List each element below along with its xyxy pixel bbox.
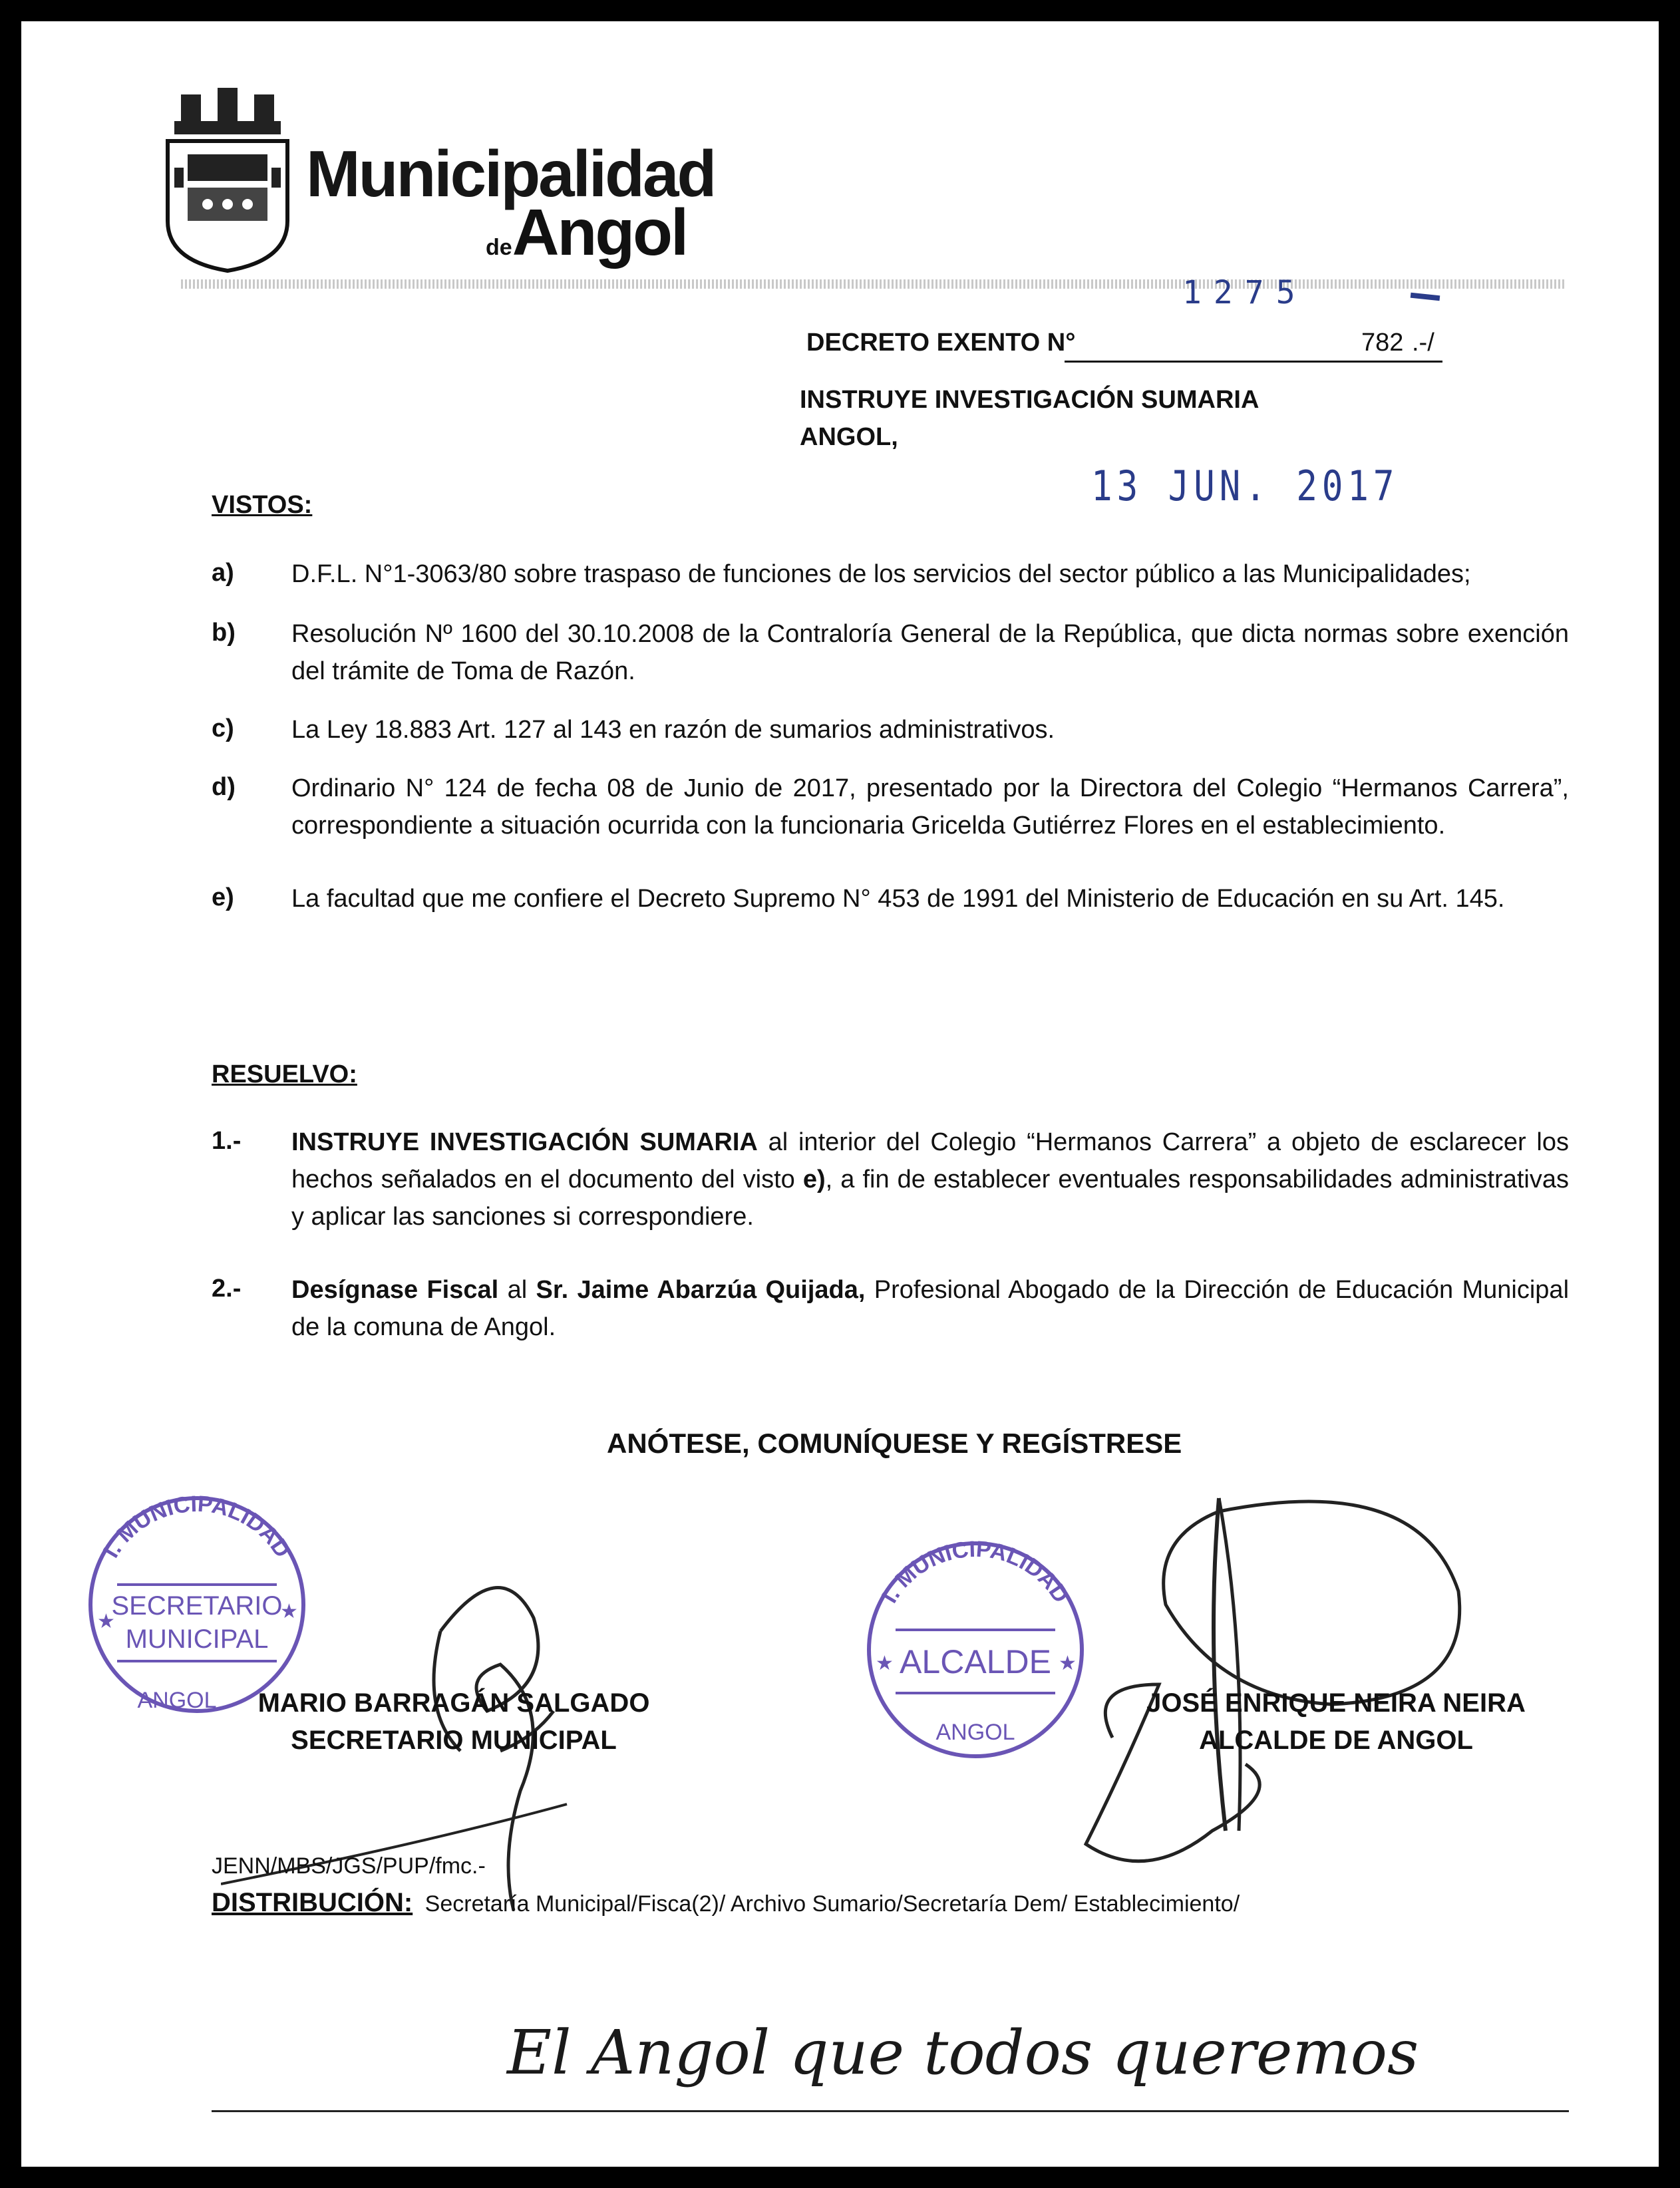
coat-of-arms-logo bbox=[161, 88, 294, 274]
date-stamp: 13 JUN. 2017 bbox=[1091, 462, 1399, 510]
resuelvo-heading: RESUELVO: bbox=[212, 1060, 357, 1088]
logo-de: de bbox=[486, 235, 512, 260]
seal-bottom-text: ANGOL bbox=[935, 1720, 1015, 1745]
resolution-number: 1.- bbox=[212, 1127, 242, 1155]
decree-number: 782 bbox=[1361, 329, 1404, 357]
stamp-number: 1275 bbox=[1182, 274, 1307, 311]
resolution-bold: Sr. Jaime Abarzúa Quijada, bbox=[536, 1276, 866, 1304]
left-signatory-title: SECRETARIO MUNICIPAL bbox=[291, 1726, 617, 1755]
resolution-text: , a fin de establecer eventuales responsabilidades administrativas y aplicar las sanciones si correspondiere. bbox=[291, 1166, 1569, 1231]
resolution-text: al bbox=[498, 1276, 536, 1304]
visto-letter: d) bbox=[212, 773, 236, 801]
logo-angol: Angol bbox=[512, 196, 687, 269]
star-icon: ★ bbox=[280, 1601, 298, 1623]
star-icon: ★ bbox=[876, 1652, 894, 1674]
star-icon: ★ bbox=[97, 1611, 115, 1633]
visto-text: La facultad que me confiere el Decreto Supremo N° 453 de 1991 del Ministerio de Educación en su Art. 145. bbox=[291, 885, 1505, 913]
right-signatory-title: ALCALDE DE ANGOL bbox=[1199, 1726, 1473, 1755]
resolution-bold: INSTRUYE INVESTIGACIÓN SUMARIA bbox=[291, 1128, 758, 1156]
reference-initials: JENN/MBS/JGS/PUP/fmc.- bbox=[212, 1853, 486, 1879]
footer-rule bbox=[212, 2110, 1569, 2112]
svg-text:I. MUNICIPALIDAD bbox=[877, 1537, 1074, 1608]
decree-number-line bbox=[1065, 361, 1442, 363]
resolution-bold: e) bbox=[802, 1166, 826, 1193]
visto-letter: b) bbox=[212, 619, 236, 647]
right-signatory-name: JOSÉ ENRIQUE NEIRA NEIRA bbox=[1146, 1688, 1526, 1718]
seal-top-text: I. MUNICIPALIDAD bbox=[98, 1491, 295, 1563]
visto-letter: e) bbox=[212, 883, 234, 911]
visto-text: D.F.L. N°1-3063/80 sobre traspaso de funciones de los servicios del sector público a las Municipalidades; bbox=[291, 560, 1471, 588]
visto-letter: c) bbox=[212, 714, 234, 742]
resolution-item-1 bbox=[291, 1124, 1569, 1235]
vistos-heading: VISTOS: bbox=[212, 491, 313, 519]
seal-bottom-text: ANGOL bbox=[137, 1688, 217, 1713]
closing-phrase: ANÓTESE, COMUNÍQUESE Y REGÍSTRESE bbox=[607, 1428, 1182, 1459]
decree-label: DECRETO EXENTO N° bbox=[806, 329, 1076, 357]
visto-text: Resolución Nº 1600 del 30.10.2008 de la Contraloría General de la República, que dicta normas sobre exención del trámite de Toma de Razón. bbox=[291, 620, 1569, 685]
decree-place: ANGOL, bbox=[800, 423, 898, 451]
seal-mid-text: MUNICIPAL bbox=[125, 1625, 269, 1654]
distribution-label: DISTRIBUCIÓN: bbox=[212, 1888, 413, 1917]
resolution-number: 2.- bbox=[212, 1275, 242, 1303]
right-signatory bbox=[1130, 1684, 1542, 1759]
municipality-logo-text bbox=[306, 137, 715, 269]
decree-subject: INSTRUYE INVESTIGACIÓN SUMARIA bbox=[800, 386, 1260, 414]
decree-suffix: .-/ bbox=[1412, 329, 1434, 357]
distribution-line bbox=[212, 1888, 1240, 1918]
resolution-item-2 bbox=[291, 1271, 1569, 1346]
logo-line1: Municipalidad bbox=[306, 137, 715, 210]
stamp-mark bbox=[1411, 293, 1440, 301]
logo-line2 bbox=[486, 196, 687, 269]
resolution-bold: Desígnase Fiscal bbox=[291, 1276, 499, 1304]
visto-text: Ordinario N° 124 de fecha 08 de Junio de 2017, presentado por la Directora del Colegio “Hermanos Carrera”, correspondiente a situación ocurrida con la funcionaria Gricelda Gutiérrez Flores en el establecimiento. bbox=[291, 774, 1569, 840]
resolution-text: al interior del Colegio “Hermanos Carrera” a objeto de esclarecer los hechos señalados en el documento del visto bbox=[291, 1128, 1569, 1193]
star-icon: ★ bbox=[1059, 1652, 1077, 1674]
document-page bbox=[21, 21, 1659, 2167]
slogan: El Angol que todos queremos bbox=[507, 2017, 1419, 2088]
visto-letter: a) bbox=[212, 559, 234, 587]
resolution-text: Profesional Abogado de la Dirección de Educación Municipal de la comuna de Angol. bbox=[291, 1276, 1570, 1341]
distribution-text: Secretaría Municipal/Fisca(2)/ Archivo Sumario/Secretaría Dem/ Establecimiento/ bbox=[424, 1891, 1240, 1917]
seal-mid-text: ALCALDE bbox=[900, 1643, 1051, 1680]
visto-text: La Ley 18.883 Art. 127 al 143 en razón de sumarios administrativos. bbox=[291, 716, 1055, 744]
seal-top-text: I. MUNICIPALIDAD bbox=[876, 1536, 1074, 1608]
header-divider bbox=[181, 279, 1565, 289]
left-signatory-name: MARIO BARRAGÁN SALGADO bbox=[257, 1688, 650, 1718]
seal-mid-text: SECRETARIO bbox=[111, 1591, 283, 1621]
left-signatory bbox=[248, 1684, 660, 1759]
